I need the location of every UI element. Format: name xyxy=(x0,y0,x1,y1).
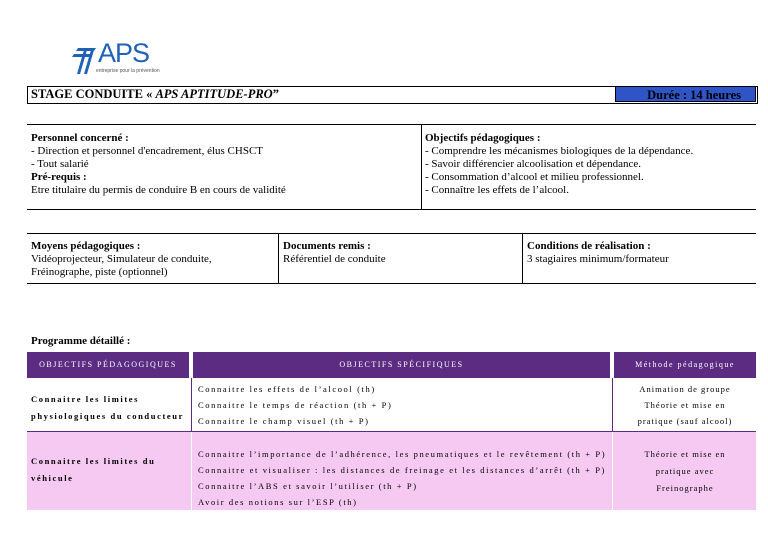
specific-item: Connaitre le champ visuel (th + P) xyxy=(198,416,370,426)
row2-specifics xyxy=(198,446,606,510)
specific-item: Connaitre les effets de l’alcool (th) xyxy=(198,384,376,394)
moyens-section xyxy=(31,240,212,279)
specific-item: Connaitre et visualiser : les distances de freinage et les distances d’arrêt (th + P) xyxy=(198,465,606,475)
specific-item: Connaitre le temps de réaction (th + P) xyxy=(198,400,393,410)
column-header-methode: Méthode pédagogique xyxy=(614,352,756,378)
logo-text: APS xyxy=(98,38,150,68)
moyens-heading: Moyens pédagogiques : xyxy=(31,240,141,252)
method-line: pratique avec xyxy=(655,466,715,476)
logo-tagline: entreprise pour la prévention xyxy=(96,68,160,74)
moyens-line: Vidéoprojecteur, Simulateur de conduite, xyxy=(31,253,212,265)
column-header-objectifs-specifiques: OBJECTIFS SPÉCIFIQUES xyxy=(193,352,610,378)
divider xyxy=(421,124,422,210)
objectif-line: - Comprendre les mécanismes biologiques de la dépendance. xyxy=(425,145,694,157)
column-divider xyxy=(612,378,613,431)
divider xyxy=(27,124,756,125)
method-line: Freinographe xyxy=(656,483,714,493)
moyens-line: Fréinographe, piste (optionnel) xyxy=(31,266,168,278)
divider xyxy=(27,283,756,284)
method-line: Animation de groupe xyxy=(639,384,731,394)
objectifs-section xyxy=(425,132,693,197)
conditions-text: 3 stagiaires minimum/formateur xyxy=(527,253,669,265)
method-line: Théorie et mise en xyxy=(644,400,726,410)
column-divider xyxy=(191,378,192,431)
row1-method xyxy=(614,381,756,429)
programme-heading: Programme détaillé : xyxy=(31,335,131,347)
personnel-line: - Tout salarié xyxy=(31,158,89,170)
method-line: Théorie et mise en xyxy=(644,449,726,459)
documents-section xyxy=(283,240,386,266)
divider xyxy=(27,233,756,234)
objective-line: véhicule xyxy=(31,473,74,483)
personnel-line: - Direction et personnel d'encadrement, élus CHSCT xyxy=(31,145,263,157)
specific-item: Connaitre l’ABS et savoir l’utiliser (th + P) xyxy=(198,481,418,491)
personnel-heading: Personnel concerné : xyxy=(31,132,129,144)
objectif-line: - Savoir différencier alcoolisation et dépendance. xyxy=(425,158,642,170)
row2-objective xyxy=(31,453,155,487)
specific-item: Connaitre l’importance de l’adhérence, les pneumatiques et le revêtement (th + P) xyxy=(198,449,607,459)
divider xyxy=(522,233,523,284)
specific-item: Avoir des notions sur l’ESP (th) xyxy=(198,497,358,507)
objectif-line: - Consommation d’alcool et milieu professionnel. xyxy=(425,171,644,183)
objectifs-heading: Objectifs pédagogiques : xyxy=(425,132,541,144)
divider xyxy=(278,233,279,284)
objective-line: physiologiques du conducteur xyxy=(31,411,184,421)
prereq-text: Etre titulaire du permis de conduire B en cours de validité xyxy=(31,184,286,196)
conditions-heading: Conditions de réalisation : xyxy=(527,240,651,252)
column-header-objectifs-pedagogiques: OBJECTIFS PÉDAGOGIQUES xyxy=(27,352,189,378)
conditions-section xyxy=(527,240,669,266)
row1-objective xyxy=(31,391,184,425)
stage-title: STAGE CONDUITE « APS APTITUDE-PRO” xyxy=(31,87,279,101)
personnel-section xyxy=(31,132,286,197)
divider xyxy=(27,209,756,210)
duration-badge: Durée : 14 heures xyxy=(615,86,756,102)
objective-line: Connaitre les limites xyxy=(31,394,140,404)
prereq-heading: Pré-requis : xyxy=(31,171,87,183)
objectif-line: - Connaître les effets de l’alcool. xyxy=(425,184,569,196)
documents-heading: Documents remis : xyxy=(283,240,371,252)
method-line: pratique (sauf alcool) xyxy=(637,416,733,426)
row1-specifics xyxy=(198,381,392,429)
objective-line: Connaitre les limites du xyxy=(31,456,156,466)
row2-method xyxy=(614,446,756,497)
documents-text: Référentiel de conduite xyxy=(283,253,386,265)
